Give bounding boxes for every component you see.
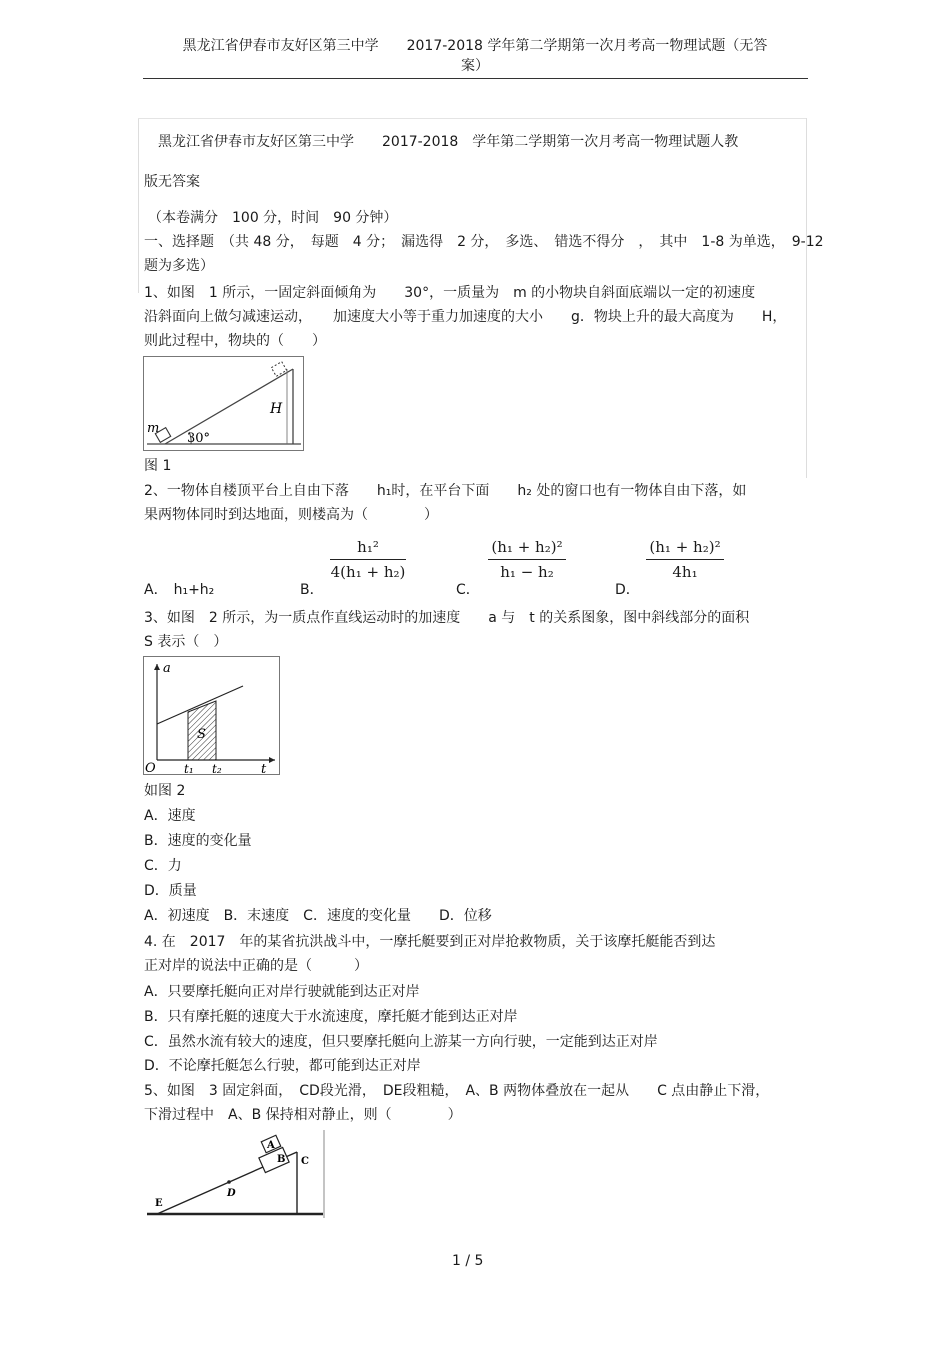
q2-option-d-label: D． [615, 582, 640, 598]
q2-option-a-text: h₁+h₂ [173, 582, 215, 598]
fig3-label-B: B [277, 1154, 286, 1165]
q1-line1: 1、如图 1 所示，一固定斜面倾角为 30°，一质量为 m 的小物块自斜面底端以一定的初速度 [144, 285, 756, 301]
q3-line1: 3、如图 2 所示，为一质点作直线运动时的加速度 a 与 t 的关系图象，图中斜线部分的面积 [144, 610, 750, 626]
fig2-label-a: a [163, 661, 171, 676]
doc-title-line2: 版无答案 [144, 174, 200, 190]
running-header [140, 36, 810, 76]
fig1-label-H: H [270, 401, 283, 417]
fig1-label-m: m [147, 421, 160, 436]
running-header-line2: 案） [461, 58, 489, 74]
exam-meta: （本卷满分 100 分，时间 90 分钟） [148, 210, 398, 226]
page-number: 1 / 5 [452, 1253, 484, 1269]
q4-line1: 4. 在 2017 年的某省抗洪战斗中，一摩托艇要到正对岸抢救物质，关于该摩托艇能否到达 [144, 934, 716, 950]
running-header-line1: 黑龙江省伊春市友好区第三中学 2017-2018 学年第二学期第一次月考高一物理试题（无答 [182, 38, 768, 54]
fig3-label-D: D [227, 1188, 236, 1199]
q2-option-b-fraction [328, 536, 408, 583]
figure1-caption: 图 1 [144, 458, 172, 474]
section1-line1: 一、选择题 （共 48 分， 每题 4 分； 漏选得 2 分， 多选、 错选不得分 ， 其中 1-8 为单选， 9-12 [144, 234, 824, 250]
q4-option-d: D．不论摩托艇怎么行驶，都可能到达正对岸 [144, 1058, 421, 1074]
q2-option-b-numerator: h₁² [357, 538, 379, 556]
q3-option-c: C．力 [144, 858, 182, 874]
q2-option-d-fraction [644, 536, 726, 583]
q4-option-b: B．只有摩托艇的速度大于水流速度，摩托艇才能到达正对岸 [144, 1009, 518, 1025]
q2-option-c-fraction [486, 536, 568, 583]
q2-option-c-bar [488, 559, 566, 560]
q2-option-d-bar [646, 559, 724, 560]
frame-top-line [138, 118, 806, 119]
fig2-label-t: t [261, 762, 267, 776]
q2-option-d-denominator: 4h₁ [672, 563, 698, 581]
q5-line2: 下滑过程中 A、B 保持相对静止，则（ ） [144, 1107, 462, 1123]
q2-option-c-numerator: (h₁ + h₂)² [491, 538, 563, 556]
figure2-at-graph [143, 656, 281, 776]
fig2-label-S: S [197, 727, 206, 742]
figure2-caption: 如图 2 [144, 783, 186, 799]
q5-line1: 5、如图 3 固定斜面， CD段光滑， DE段粗糙， A、B 两物体叠放在一起从 C 点由静止下滑， [144, 1083, 770, 1099]
q3-options-inline: A．初速度 B．末速度 C．速度的变化量 D．位移 [144, 908, 492, 924]
fig2-label-t2: t₂ [212, 762, 222, 776]
q2-option-b-label: B． [300, 582, 324, 598]
q1-line3: 则此过程中，物块的（ ） [144, 333, 326, 349]
fig2-label-t1: t₁ [184, 762, 194, 776]
header-rule [143, 78, 808, 79]
fig2-label-O: O [145, 761, 156, 776]
frame-left-line [138, 118, 139, 293]
q4-option-c: C．虽然水流有较大的速度，但只要摩托艇向上游某一方向行驶，一定能到达正对岸 [144, 1034, 658, 1050]
figure1-incline [143, 356, 305, 452]
q2-line2: 果两物体同时到达地面，则楼高为（ ） [144, 507, 438, 523]
section1-line2: 题为多选） [144, 258, 214, 274]
frame-right-line [806, 118, 807, 478]
q2-option-a-label: A． [144, 582, 168, 598]
q3-line2: S 表示（ ） [144, 634, 228, 650]
fig1-label-angle: 30° [187, 431, 211, 446]
q2-option-c-denominator: h₁ − h₂ [500, 563, 554, 581]
q2-line1: 2、一物体自楼顶平台上自由下落 h₁时，在平台下面 h₂ 处的窗口也有一物体自由下落，如 [144, 483, 747, 499]
q1-line2: 沿斜面向上做匀减速运动， 加速度大小等于重力加速度的大小 g．物块上升的最大高度为 H， [144, 309, 787, 325]
q4-line2: 正对岸的说法中正确的是（ ） [144, 958, 368, 974]
fig3-label-E: E [155, 1198, 163, 1209]
q4-option-a: A．只要摩托艇向正对岸行驶就能到达正对岸 [144, 984, 420, 1000]
q2-option-b-bar [330, 559, 406, 560]
fig3-label-A: A [267, 1140, 275, 1151]
q2-option-d-numerator: (h₁ + h₂)² [649, 538, 721, 556]
q3-option-a: A．速度 [144, 808, 196, 824]
doc-title-line1: 黑龙江省伊春市友好区第三中学 2017-2018 学年第二学期第一次月考高一物理试题人教 [158, 134, 739, 150]
q3-option-d: D．质量 [144, 883, 197, 899]
figure3-incline-blocks [143, 1130, 327, 1220]
q3-option-b: B．速度的变化量 [144, 833, 252, 849]
q2-option-b-denominator: 4(h₁ + h₂) [330, 563, 406, 581]
fig3-label-C: C [301, 1156, 309, 1167]
q2-option-c-label: C． [456, 582, 480, 598]
q2-option-a [144, 580, 214, 600]
